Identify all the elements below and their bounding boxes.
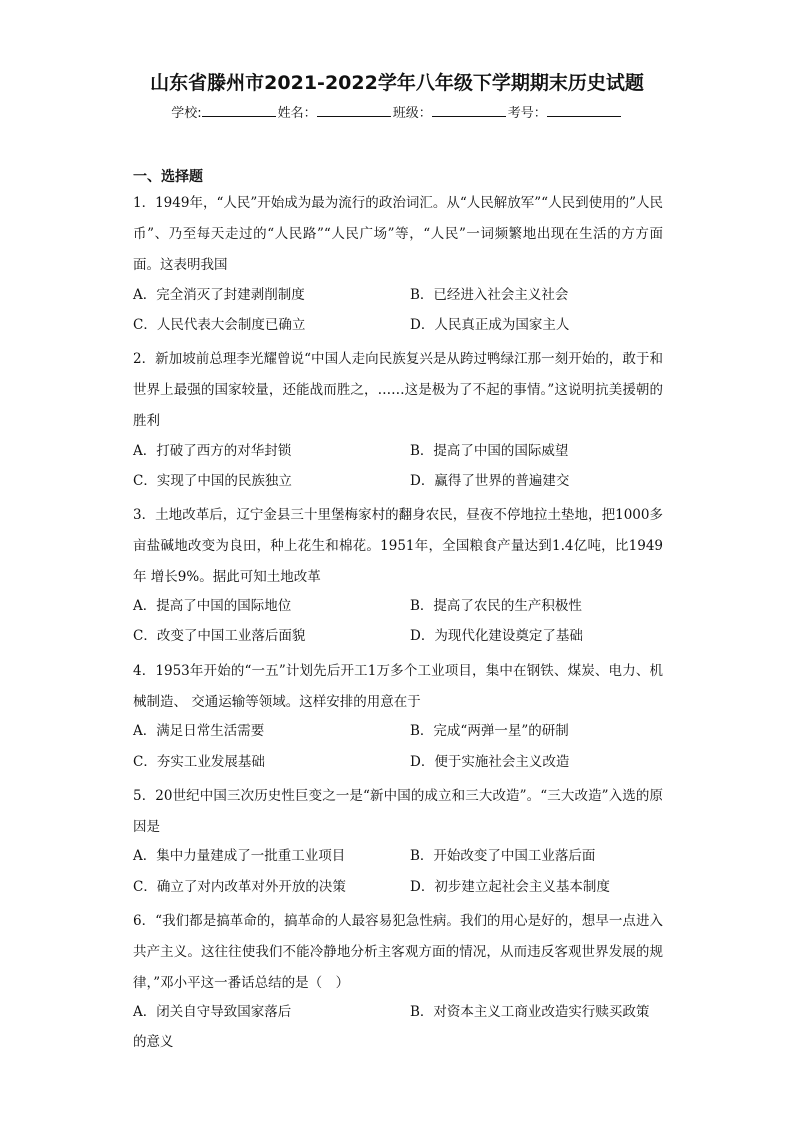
question-5-option-d[interactable]: D．初步建立起社会主义基本制度 (410, 879, 610, 895)
number-blank[interactable] (547, 104, 621, 117)
question-4-stem: 4．1953年开始的“一五”计划先后开工1万多个工业项目，集中在钢铁、煤炭、电力、机械制造、 交通运输等领域。这样安排的用意在于 (133, 663, 663, 710)
question-3-option-b[interactable]: B．提高了农民的生产积极性 (410, 598, 582, 614)
question-1-option-d[interactable]: D．人民真正成为国家主人 (410, 317, 570, 333)
question-1-option-c[interactable]: C．人民代表大会制度已确立 (133, 317, 306, 333)
question-2-option-c[interactable]: C．实现了中国的民族独立 (133, 473, 292, 489)
question-1-option-b[interactable]: B．已经进入社会主义社会 (410, 287, 569, 303)
name-blank[interactable] (317, 104, 391, 117)
question-3-option-a[interactable]: A．提高了中国的国际地位 (133, 598, 292, 614)
student-info-line (0, 102, 794, 121)
question-4-option-b[interactable]: B．完成“两弹一星”的研制 (410, 723, 569, 739)
question-1-stem: 1．1949年，“人民”开始成为最为流行的政治词汇。从“人民解放军”“人民到使用的”人民币”、乃至每天走过的“人民路”“人民广场”等，“人民”一词频繁地出现在生活的方方面面。这表明我国 (133, 195, 663, 273)
school-label: 学校: (171, 106, 202, 121)
school-blank[interactable] (202, 104, 276, 117)
question-6-option-a[interactable]: A．闭关自守导致国家落后 (133, 1004, 292, 1020)
question-4-option-c[interactable]: C．夯实工业发展基础 (133, 754, 265, 770)
question-5-option-b[interactable]: B．开始改变了中国工业落后面 (410, 848, 596, 864)
class-blank[interactable] (432, 104, 506, 117)
section-title: 一、选择题 (133, 169, 203, 185)
name-label: 姓名： (277, 106, 317, 121)
question-2-stem: 2．新加坡前总理李光耀曾说“中国人走向民族复兴是从跨过鸭绿江那一刻开始的，敢于和世界上最强的国家较量，还能战而胜之，……这是极为了不起的事情。”这说明抗美援朝的胜利 (133, 351, 663, 429)
question-4-option-d[interactable]: D．便于实施社会主义改造 (410, 754, 570, 770)
question-6-stem: 6．“我们都是搞革命的，搞革命的人最容易犯急性病。我们的用心是好的，想早一点进入共产主义。这往往使我们不能冷静地分析主客观方面的情况，从而违反客观世界发展的规律，”邓小平这一番话总结的是（ ） (133, 913, 663, 991)
question-6-option-b[interactable]: B．对资本主义工商业改造实行赎买政策 (410, 1004, 650, 1020)
question-6-option-b-continuation: 的意义 (133, 1034, 174, 1050)
question-5-stem: 5．20世纪中国三次历史性巨变之一是“新中国的成立和三大改造”。“三大改造”入选的原因是 (133, 788, 663, 835)
question-2-option-b[interactable]: B．提高了中国的国际威望 (410, 443, 569, 459)
question-5-option-a[interactable]: A．集中力量建成了一批重工业项目 (133, 848, 346, 864)
question-3-option-d[interactable]: D．为现代化建设奠定了基础 (410, 628, 583, 644)
number-label: 考号： (507, 106, 547, 121)
question-2-option-a[interactable]: A．打破了西方的对华封锁 (133, 443, 292, 459)
question-1-option-a[interactable]: A．完全消灭了封建剥削制度 (133, 287, 305, 303)
question-5-option-c[interactable]: C．确立了对内改革对外开放的决策 (133, 879, 346, 895)
class-label: 班级： (392, 106, 432, 121)
exam-title: 山东省滕州市2021-2022学年八年级下学期期末历史试题 (150, 72, 644, 94)
question-3-option-c[interactable]: C．改变了中国工业落后面貌 (133, 628, 306, 644)
question-3-stem: 3．土地改革后，辽宁金县三十里堡梅家村的翻身农民，昼夜不停地拉土垫地，把1000多亩盐碱地改变为良田，种上花生和棉花。1951年，全国粮食产量达到1.4亿吨，比1949年 增长9%。据此可知土地改革 (133, 507, 663, 585)
question-4-option-a[interactable]: A．满足日常生活需要 (133, 723, 265, 739)
question-2-option-d[interactable]: D．赢得了世界的普遍建交 (410, 473, 570, 489)
